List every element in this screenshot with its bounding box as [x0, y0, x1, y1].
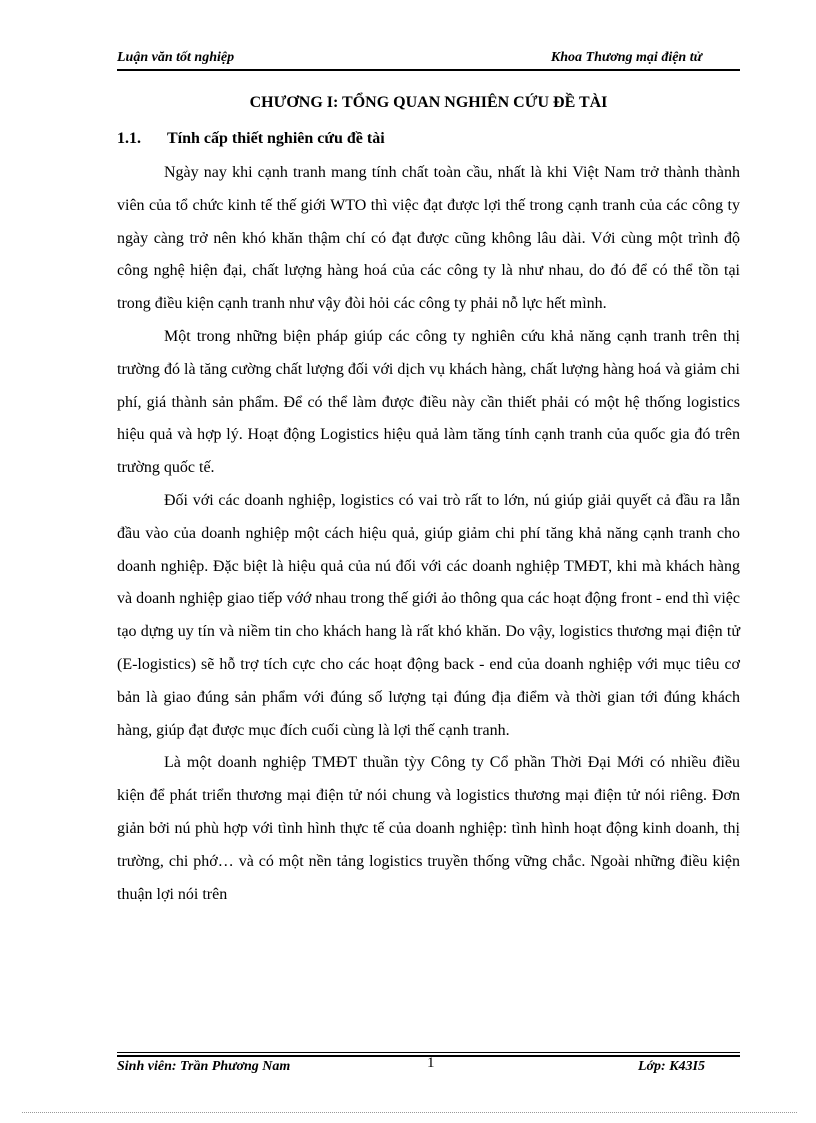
page-footer [117, 1057, 740, 1077]
footer-student-label: Sinh viên: Trần Phương Nam [117, 1059, 291, 1074]
footer-class-label: Lớp: K43I5 [637, 1059, 705, 1074]
header-thesis-label: Luận văn tốt nghiệp [117, 50, 235, 65]
paragraph: Một trong những biện pháp giúp các công ty nghiên cứu khả năng cạnh tranh trên thị trường đó là tăng cường chất lượng đối với dịch vụ khách hàng, chất lượng hàng hoá và giảm chi phí, giá thành sản phẩm. Để có thể làm được điều này cần thiết phải có một hệ thống logistics hiệu quả và hợp lý. Hoạt động Logistics hiệu quả làm tăng tính cạnh tranh của quốc gia đó trên trường quốc tế. [117, 327, 740, 477]
page-boundary [22, 1112, 797, 1113]
paragraph: Ngày nay khi cạnh tranh mang tính chất toàn cầu, nhất là khi Việt Nam trở thành thành viên của tổ chức kinh tế thế giới WTO thì việc đạt được lợi thế trong cạnh tranh của các công ty ngày càng trở nên khó khăn thậm chí có đạt được cũng không lâu dài. Với cùng một trình độ công nghệ hiện đại, chất lượng hàng hoá của các công ty là như nhau, do đó để có thể tồn tại trong điều kiện cạnh tranh như vậy đòi hỏi các công ty phải nỗ lực hết mình. [117, 164, 740, 313]
page-number: 1 [427, 1055, 435, 1071]
page-header [117, 48, 740, 70]
header-faculty-label: Khoa Thương mại điện tử [550, 50, 702, 65]
section-number: 1.1. [117, 130, 141, 147]
section-title: Tính cấp thiết nghiên cứu đề tài [167, 130, 385, 147]
paragraph: Đối với các doanh nghiệp, logistics có vai trò rất to lớn, nú giúp giải quyết cả đầu ra lẫn đầu vào của doanh nghiệp một cách hiệu quả, giúp giảm chi phí tăng khả năng cạnh tranh cho doanh nghiệp. Đặc biệt là hiệu quả của nú đối với các doanh nghiệp TMĐT, khi mà khách hàng và doanh nghiệp giao tiếp vớớ nhau trong thế giới ảo thông qua các hoạt động front - end thì việc tạo dựng uy tín và niềm tin cho khách hang là rất khó khăn. Do vậy, logistics thương mại điện tử (E-logistics) sẽ hỗ trợ tích cực cho các hoạt động back - end của doanh nghiệp với mục tiêu cơ bản là giao đúng sản phẩm với đúng số lượng tại đúng địa điểm và thời gian tới đúng khách hàng, giúp đạt được mục đích cuối cùng là lợi thế cạnh tranh. [117, 491, 740, 739]
paragraph: Là một doanh nghiệp TMĐT thuần tỳy Công ty Cổ phần Thời Đại Mới có nhiều điều kiện để phát triển thương mại điện tử nói chung và logistics thương mại điện tử nói riêng. Đơn giản bởi nú phù hợp với tình hình thực tế của doanh nghiệp: tình hình hoạt động kinh doanh, thị trường, chi phớ… và có một nền tảng logistics truyền thống vững chắc. Ngoài những điều kiện thuận lợi nói trên [117, 754, 740, 903]
footer-rule-top [117, 1052, 740, 1053]
header-rule [117, 69, 740, 71]
section-heading [117, 130, 385, 148]
chapter-title: CHƯƠNG I: TỔNG QUAN NGHIÊN CỨU ĐỀ TÀI [249, 94, 608, 111]
body-text [117, 157, 740, 911]
